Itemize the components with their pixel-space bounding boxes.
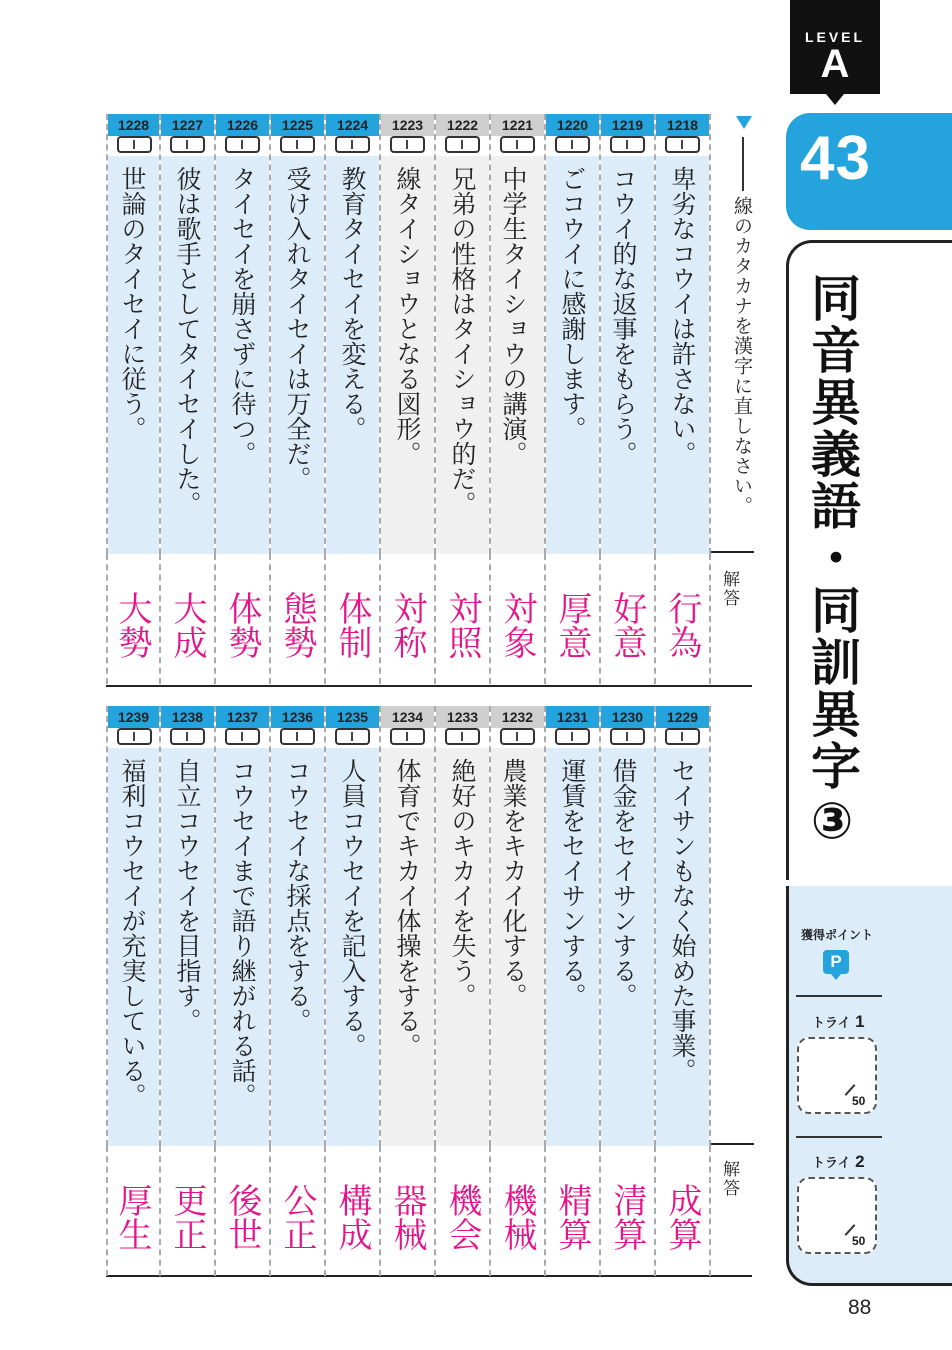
answer-text: 体勢	[222, 591, 262, 659]
question-1229	[656, 706, 711, 1146]
question-body	[271, 156, 324, 554]
question-1230	[601, 706, 656, 1146]
answer-text: 更正	[167, 1183, 207, 1251]
answer-1225	[271, 554, 326, 684]
question-text: コウセイな採点をする。	[283, 758, 312, 1033]
level-tab	[790, 0, 880, 94]
check-box[interactable]	[500, 136, 535, 153]
question-number: 1233	[436, 706, 489, 728]
question-number: 1237	[216, 706, 269, 728]
divider	[796, 995, 882, 997]
level-label: LEVEL	[804, 29, 866, 45]
answer-text: 大勢	[112, 591, 152, 659]
answer-1236	[271, 1146, 326, 1276]
question-text: コウイ的な返事をもらう。	[609, 166, 638, 466]
answer-1228	[106, 554, 161, 684]
answer-1221	[491, 554, 546, 684]
question-1236	[271, 706, 326, 1146]
question-1232	[491, 706, 546, 1146]
try-2-label: トライ 2	[812, 1152, 865, 1171]
question-number: 1235	[326, 706, 379, 728]
question-1231	[546, 706, 601, 1146]
question-body	[491, 748, 544, 1146]
question-body	[381, 156, 434, 554]
answer-text: 精算	[552, 1183, 592, 1251]
check-box[interactable]	[225, 136, 260, 153]
try-1-score-box[interactable]	[797, 1037, 877, 1114]
points-label: 獲得ポイント	[801, 928, 874, 942]
question-block-2	[106, 706, 752, 1280]
question-1237	[216, 706, 271, 1146]
question-text: 福利コウセイが充実している。	[118, 758, 147, 1108]
answer-text: 器械	[387, 1183, 427, 1251]
question-number: 1221	[491, 114, 544, 136]
answer-1233	[436, 1146, 491, 1276]
question-number: 1222	[436, 114, 489, 136]
answer-text: 機械	[497, 1183, 537, 1251]
question-number: 1218	[656, 114, 709, 136]
try-2-max: 50	[852, 1234, 866, 1248]
level-pointer-icon	[826, 94, 844, 105]
question-body	[216, 156, 269, 554]
question-body	[656, 748, 709, 1146]
page-number: 88	[848, 1296, 872, 1319]
question-body	[326, 156, 379, 554]
answer-1232	[491, 1146, 546, 1276]
check-box[interactable]	[335, 136, 370, 153]
answer-1222	[436, 554, 491, 684]
unit-number: 43	[800, 124, 871, 193]
check-box[interactable]	[280, 728, 315, 745]
answer-text: 対照	[442, 591, 482, 659]
question-text: 線タイショウとなる図形。	[393, 166, 422, 466]
question-body	[491, 156, 544, 554]
question-text: 体育でキカイ体操をする。	[393, 758, 422, 1058]
question-text: ごコウイに感謝します。	[558, 166, 587, 441]
question-text: 自立コウセイを目指す。	[173, 758, 202, 1033]
question-number: 1228	[108, 114, 159, 136]
question-body	[546, 748, 599, 1146]
check-box[interactable]	[170, 136, 205, 153]
question-number: 1229	[656, 706, 709, 728]
question-text: 卑劣なコウイは許さない。	[668, 166, 697, 466]
question-1235	[326, 706, 381, 1146]
answer-text: 対象	[497, 591, 537, 659]
check-box[interactable]	[665, 728, 700, 745]
question-number: 1232	[491, 706, 544, 728]
question-text: 教育タイセイを変える。	[338, 166, 367, 441]
question-body	[601, 748, 654, 1146]
question-1233	[436, 706, 491, 1146]
check-box[interactable]	[500, 728, 535, 745]
points-badge-pointer	[831, 974, 841, 980]
answer-1234	[381, 1146, 436, 1276]
answer-1219	[601, 554, 656, 684]
question-1227	[161, 114, 216, 554]
question-number: 1234	[381, 706, 434, 728]
check-box[interactable]	[280, 136, 315, 153]
question-number: 1226	[216, 114, 269, 136]
answer-text: 好意	[607, 591, 647, 659]
question-1224	[326, 114, 381, 554]
answer-text: 公正	[277, 1183, 317, 1251]
question-1223	[381, 114, 436, 554]
question-text: 兄弟の性格はタイショウ的だ。	[448, 166, 477, 516]
question-text: 受け入れタイセイは万全だ。	[283, 166, 312, 491]
answer-1231	[546, 1146, 601, 1276]
divider	[796, 1136, 882, 1138]
answer-1220	[546, 554, 601, 684]
question-body	[326, 748, 379, 1146]
question-body	[436, 156, 489, 554]
answer-text: 体制	[332, 591, 372, 659]
answer-text: 機会	[442, 1183, 482, 1251]
check-box[interactable]	[555, 728, 590, 745]
answer-1237	[216, 1146, 271, 1276]
answer-text: 大成	[167, 591, 207, 659]
question-1221	[491, 114, 546, 554]
question-1222	[436, 114, 491, 554]
answer-1229	[656, 1146, 711, 1276]
question-text: 世論のタイセイに従う。	[118, 166, 147, 441]
answer-text: 厚意	[552, 591, 592, 659]
answer-1238	[161, 1146, 216, 1276]
points-p-icon: P	[823, 950, 849, 974]
check-box[interactable]	[445, 728, 480, 745]
try-2-score-box[interactable]	[797, 1177, 877, 1254]
question-body	[108, 156, 159, 554]
answer-text: 清算	[607, 1183, 647, 1251]
question-number: 1238	[161, 706, 214, 728]
answer-1223	[381, 554, 436, 684]
question-body	[546, 156, 599, 554]
question-text: 運賃をセイサンする。	[558, 758, 587, 1008]
question-1238	[161, 706, 216, 1146]
check-box[interactable]	[390, 728, 425, 745]
check-box[interactable]	[610, 728, 645, 745]
check-box[interactable]	[117, 728, 152, 745]
question-body	[381, 748, 434, 1146]
check-box[interactable]	[665, 136, 700, 153]
question-number: 1219	[601, 114, 654, 136]
answer-label: 解答	[719, 1160, 739, 1198]
question-number: 1225	[271, 114, 324, 136]
question-number: 1231	[546, 706, 599, 728]
answer-text: 成算	[662, 1183, 702, 1251]
answer-1227	[161, 554, 216, 684]
answer-1230	[601, 1146, 656, 1276]
answer-text: 厚生	[112, 1183, 152, 1251]
question-1219	[601, 114, 656, 554]
question-1225	[271, 114, 326, 554]
check-box[interactable]	[390, 136, 425, 153]
answer-1224	[326, 554, 381, 684]
question-text: 借金をセイサンする。	[609, 758, 638, 1008]
divider	[106, 685, 752, 687]
try-1-label: トライ 1	[812, 1012, 865, 1031]
answer-text: 態勢	[277, 591, 317, 659]
question-number: 1230	[601, 706, 654, 728]
answer-text: 後世	[222, 1183, 262, 1251]
unit-number-badge	[786, 113, 952, 230]
question-body	[161, 748, 214, 1146]
check-box[interactable]	[445, 136, 480, 153]
question-body	[601, 156, 654, 554]
question-text: 彼は歌手としてタイセイした。	[173, 166, 202, 516]
question-text: 絶好のキカイを失う。	[448, 758, 477, 1008]
question-number: 1236	[271, 706, 324, 728]
question-number: 1223	[381, 114, 434, 136]
question-text: タイセイを崩さずに待つ。	[228, 166, 257, 466]
question-body	[216, 748, 269, 1146]
check-box[interactable]	[170, 728, 205, 745]
answer-1235	[326, 1146, 381, 1276]
check-box[interactable]	[225, 728, 260, 745]
question-body	[108, 748, 159, 1146]
answer-text: 行為	[662, 591, 702, 659]
check-box[interactable]	[610, 136, 645, 153]
check-box[interactable]	[555, 136, 590, 153]
try-1-max: 50	[852, 1094, 866, 1108]
question-text: 中学生タイショウの講演。	[499, 166, 528, 466]
answer-text: 対称	[387, 591, 427, 659]
question-number: 1239	[108, 706, 159, 728]
check-box[interactable]	[335, 728, 370, 745]
question-number: 1220	[546, 114, 599, 136]
check-box[interactable]	[117, 136, 152, 153]
question-text: セイサンもなく始めた事業。	[668, 758, 697, 1083]
level-letter: A	[820, 42, 850, 86]
question-text: 人員コウセイを記入する。	[338, 758, 367, 1058]
instruction-text: 線のカタカナを漢字に直しなさい。	[731, 196, 753, 516]
unit-title: 同音異義語・同訓異字③	[803, 272, 861, 852]
question-body	[656, 156, 709, 554]
question-1234	[381, 706, 436, 1146]
question-1239	[106, 706, 161, 1146]
question-body	[436, 748, 489, 1146]
question-body	[161, 156, 214, 554]
question-number: 1227	[161, 114, 214, 136]
question-1226	[216, 114, 271, 554]
question-1218	[656, 114, 711, 554]
answer-1226	[216, 554, 271, 684]
question-1220	[546, 114, 601, 554]
question-number: 1224	[326, 114, 379, 136]
answer-label: 解答	[719, 570, 739, 608]
question-block-1	[106, 114, 752, 689]
answer-text: 構成	[332, 1183, 372, 1251]
question-1228	[106, 114, 161, 554]
question-body	[271, 748, 324, 1146]
answer-1239	[106, 1146, 161, 1276]
question-text: 農業をキカイ化する。	[499, 758, 528, 1008]
question-text: コウセイまで語り継がれる話。	[228, 758, 257, 1108]
answer-1218	[656, 554, 711, 684]
